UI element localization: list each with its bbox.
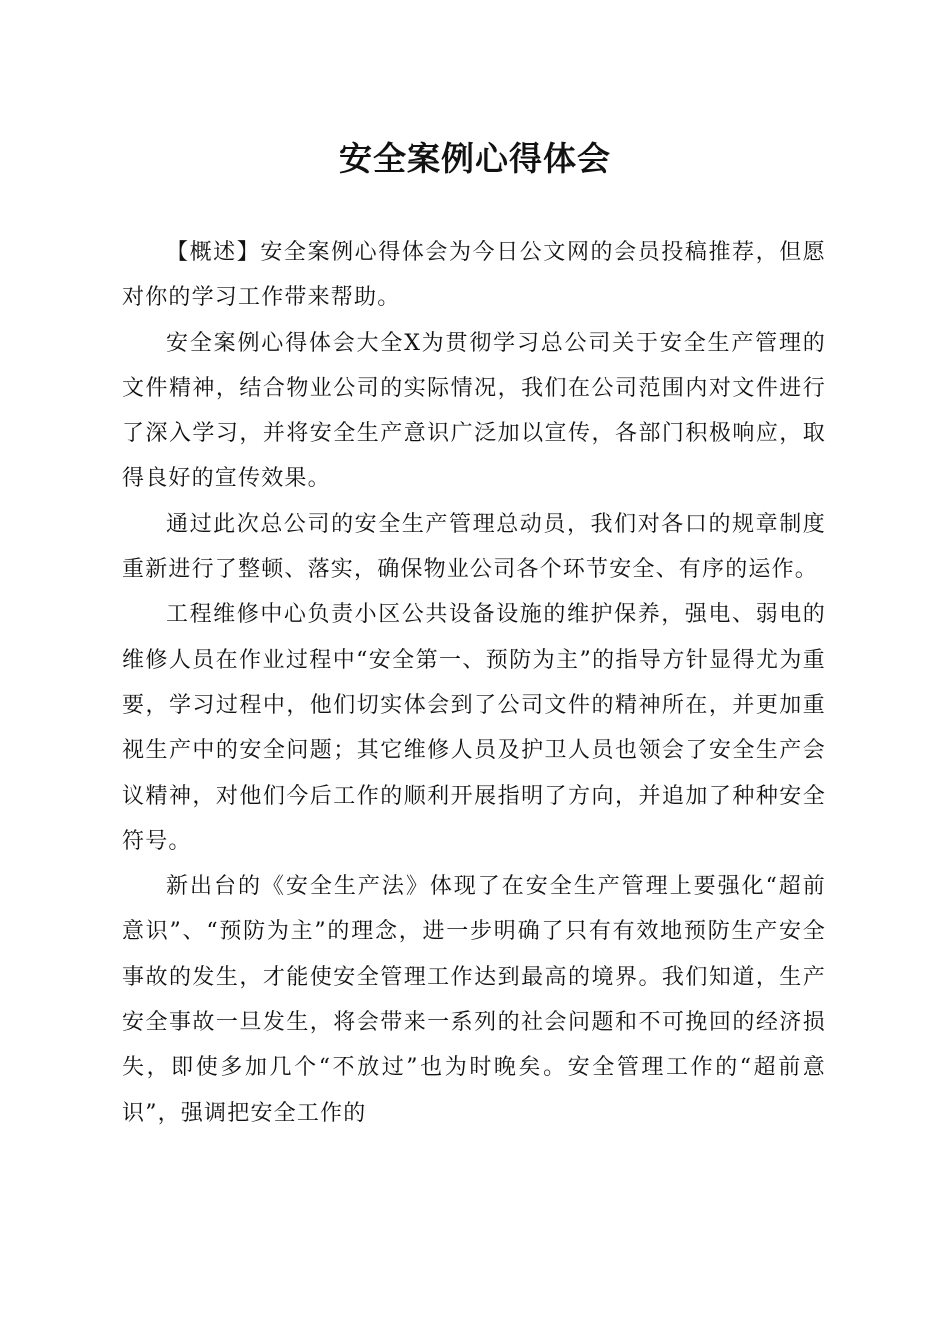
document-body [122,230,826,1136]
paragraph-overview: 【概述】安全案例心得体会为今日公文网的会员投稿推荐，但愿对你的学习工作带来帮助。 [122,240,826,311]
paragraph-safety-law: 新出台的《安全生产法》体现了在安全生产管理上要强化“超前意识”、“预防为主”的理念，进一步明确了只有有效地预防生产安全事故的发生，才能使安全管理工作达到最高的境界。我们知道，生产安全事故一旦发生，将会带来一系列的社会问题和不可挽回的经济损失，即使多加几个“不放过”也为时晚矣。安全管理工作的“超前意识”，强调把安全工作的 [122,874,826,1126]
document-title: 安全案例心得体会 [339,139,611,178]
paragraph-intro: 安全案例心得体会大全X为贯彻学习总公司关于安全生产管理的文件精神，结合物业公司的实际情况，我们在公司范围内对文件进行了深入学习，并将安全生产意识广泛加以宣传，各部门积极响应，取得良好的宣传效果。 [122,330,826,492]
paragraph-mobilization: 通过此次总公司的安全生产管理总动员，我们对各口的规章制度重新进行了整顿、落实，确保物业公司各个环节安全、有序的运作。 [122,511,826,583]
paragraph-maintenance: 工程维修中心负责小区公共设备设施的维护保养，强电、弱电的维修人员在作业过程中“安全第一、预防为主”的指导方针显得尤为重要，学习过程中，他们切实体会到了公司文件的精神所在，并更加重视生产中的安全问题；其它维修人员及护卫人员也领会了安全生产会议精神，对他们今后工作的顺利开展指明了方向，并追加了种种安全符号。 [122,602,826,854]
